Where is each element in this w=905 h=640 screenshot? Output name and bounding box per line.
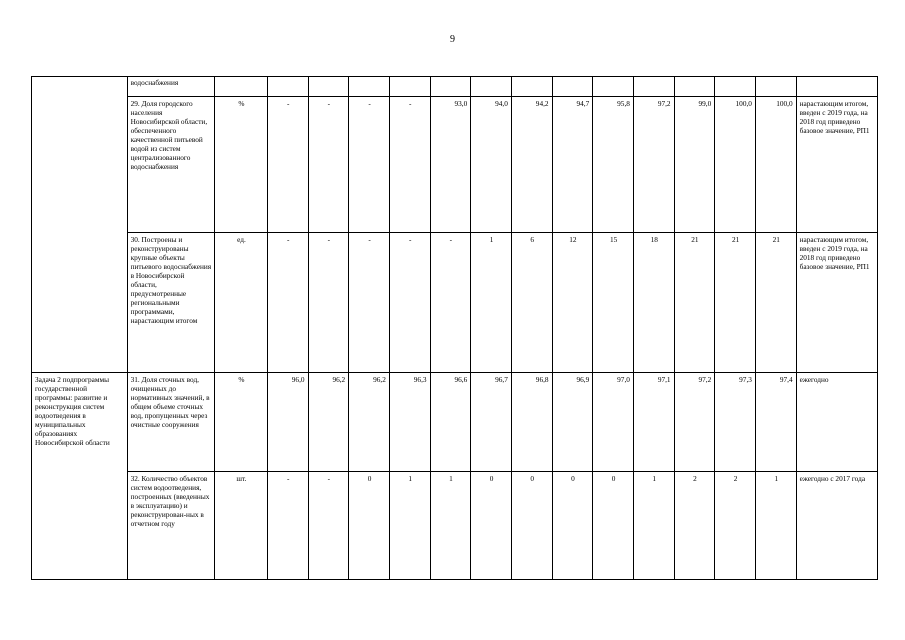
- note-cell: ежегодно с 2017 года: [796, 472, 877, 580]
- value-cell: 96,7: [471, 373, 512, 472]
- value-cell: -: [430, 233, 471, 373]
- value-cell: -: [389, 97, 430, 233]
- value-cell: -: [308, 97, 349, 233]
- indicator-cell: 29. Доля городского населения Новосибирской области, обеспеченного качественной питьевой водой из систем централизованного водоснабжения: [127, 97, 214, 233]
- table-row-continuation: [32, 77, 878, 97]
- value-cell: 93,0: [430, 97, 471, 233]
- value-cell: 97,0: [593, 373, 634, 472]
- value-cell: 97,4: [755, 373, 796, 472]
- table-row: [32, 373, 878, 472]
- unit-cell: %: [215, 373, 268, 472]
- value-cell: 1: [430, 472, 471, 580]
- value-cell: 96,2: [308, 373, 349, 472]
- indicator-cell: 31. Доля сточных вод, очищенных до нормативных значений, в общем объеме сточных вод, пропущенных через очистные сооружения: [127, 373, 214, 472]
- indicator-cell: 30. Построены и реконструированы крупные объекты питьевого водоснабжения в Новосибирской области, предусмотренные региональными программами, нарастающим итогом: [127, 233, 214, 373]
- page-number: 9: [450, 34, 455, 45]
- value-cell: 96,6: [430, 373, 471, 472]
- value-cell: -: [349, 233, 390, 373]
- value-cell: 96,9: [552, 373, 593, 472]
- value-cell: -: [308, 472, 349, 580]
- note-cell: нарастающим итогом, введен с 2019 года, на 2018 год приведено базовое значение, РП1: [796, 97, 877, 233]
- value-cell: 15: [593, 233, 634, 373]
- value-cell: 1: [755, 472, 796, 580]
- value-cell: 21: [755, 233, 796, 373]
- unit-cell: ед.: [215, 233, 268, 373]
- value-cell: 12: [552, 233, 593, 373]
- value-cell: 1: [389, 472, 430, 580]
- value-cell: 6: [511, 233, 552, 373]
- note-cell: ежегодно: [796, 373, 877, 472]
- unit-cell: %: [215, 97, 268, 233]
- value-cell: 2: [715, 472, 756, 580]
- value-cell: 21: [715, 233, 756, 373]
- value-cell: 100,0: [715, 97, 756, 233]
- value-cell: 95,8: [593, 97, 634, 233]
- value-cell: 0: [349, 472, 390, 580]
- task-cell-empty: [32, 77, 128, 373]
- indicator-cell: водоснабжения: [127, 77, 214, 97]
- value-cell: 97,2: [633, 97, 674, 233]
- value-cell: 94,2: [511, 97, 552, 233]
- note-cell: нарастающим итогом, введен с 2019 года, на 2018 год приведено базовое значение, РП1: [796, 233, 877, 373]
- value-cell: 0: [552, 472, 593, 580]
- table-row: [32, 233, 878, 373]
- value-cell: 1: [633, 472, 674, 580]
- value-cell: -: [267, 233, 308, 373]
- indicator-cell: 32. Количество объектов систем водоотведения, построенных (введенных в эксплуатацию) и реконструирован-ных в отчетном году: [127, 472, 214, 580]
- value-cell: -: [389, 233, 430, 373]
- value-cell: 100,0: [755, 97, 796, 233]
- indicators-table: [31, 76, 878, 580]
- value-cell: 96,8: [511, 373, 552, 472]
- table-row: [32, 472, 878, 580]
- value-cell: 97,3: [715, 373, 756, 472]
- table-row: [32, 97, 878, 233]
- value-cell: 0: [471, 472, 512, 580]
- value-cell: 94,7: [552, 97, 593, 233]
- value-cell: 97,1: [633, 373, 674, 472]
- value-cell: -: [349, 97, 390, 233]
- value-cell: 0: [593, 472, 634, 580]
- value-cell: -: [267, 472, 308, 580]
- value-cell: 18: [633, 233, 674, 373]
- value-cell: 96,3: [389, 373, 430, 472]
- value-cell: 99,0: [674, 97, 715, 233]
- value-cell: 96,0: [267, 373, 308, 472]
- value-cell: 97,2: [674, 373, 715, 472]
- unit-cell: шт.: [215, 472, 268, 580]
- value-cell: -: [267, 97, 308, 233]
- value-cell: 1: [471, 233, 512, 373]
- task-cell: Задача 2 подпрограммы государственной программы: развитие и реконструкция систем водоотведения в муниципальных образованиях Новосибирской области: [32, 373, 128, 580]
- value-cell: -: [308, 233, 349, 373]
- value-cell: 0: [511, 472, 552, 580]
- value-cell: 96,2: [349, 373, 390, 472]
- value-cell: 21: [674, 233, 715, 373]
- value-cell: 2: [674, 472, 715, 580]
- value-cell: 94,0: [471, 97, 512, 233]
